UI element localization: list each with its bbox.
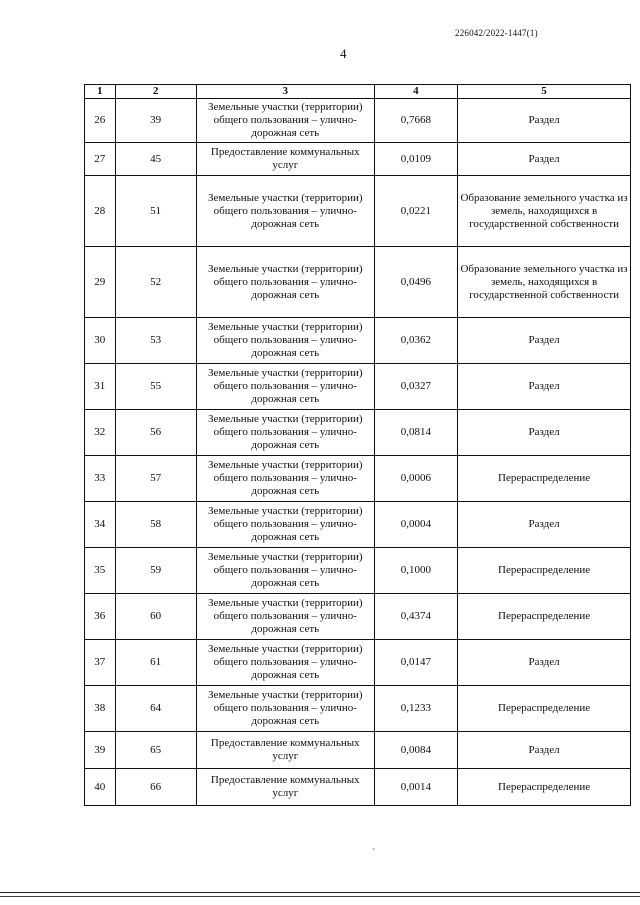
plot-id-cell: 45 <box>115 143 196 176</box>
table-row <box>85 410 631 456</box>
formation-method-cell: Перераспределение <box>458 686 631 732</box>
area-cell: 0,4374 <box>374 594 457 640</box>
row-number-cell: 29 <box>85 247 116 318</box>
area-cell: 0,0814 <box>374 410 457 456</box>
permitted-use-cell: Земельные участки (территории) общего пользования – улично-дорожная сеть <box>196 99 374 143</box>
formation-method-cell: Перераспределение <box>458 456 631 502</box>
plot-id-cell: 59 <box>115 548 196 594</box>
row-number-cell: 38 <box>85 686 116 732</box>
permitted-use-cell: Земельные участки (территории) общего пользования – улично-дорожная сеть <box>196 594 374 640</box>
row-number-cell: 27 <box>85 143 116 176</box>
column-header: 1 <box>85 85 116 99</box>
area-cell: 0,1000 <box>374 548 457 594</box>
permitted-use-cell: Земельные участки (территории) общего пользования – улично-дорожная сеть <box>196 502 374 548</box>
table-row <box>85 456 631 502</box>
plot-id-cell: 65 <box>115 732 196 769</box>
column-header: 2 <box>115 85 196 99</box>
area-cell: 0,0147 <box>374 640 457 686</box>
formation-method-cell: Раздел <box>458 143 631 176</box>
row-number-cell: 39 <box>85 732 116 769</box>
row-number-cell: 34 <box>85 502 116 548</box>
plot-id-cell: 58 <box>115 502 196 548</box>
area-cell: 0,0014 <box>374 769 457 806</box>
permitted-use-cell: Земельные участки (территории) общего пользования – улично-дорожная сеть <box>196 364 374 410</box>
area-cell: 0,0084 <box>374 732 457 769</box>
plot-id-cell: 53 <box>115 318 196 364</box>
table-row <box>85 769 631 806</box>
plot-id-cell: 39 <box>115 99 196 143</box>
area-cell: 0,7668 <box>374 99 457 143</box>
permitted-use-cell: Предоставление коммунальных услуг <box>196 769 374 806</box>
bottom-border-line <box>0 892 640 897</box>
area-cell: 0,0004 <box>374 502 457 548</box>
row-number-cell: 33 <box>85 456 116 502</box>
column-header: 5 <box>458 85 631 99</box>
plot-id-cell: 56 <box>115 410 196 456</box>
permitted-use-cell: Предоставление коммунальных услуг <box>196 732 374 769</box>
table-row <box>85 247 631 318</box>
row-number-cell: 36 <box>85 594 116 640</box>
permitted-use-cell: Предоставление коммунальных услуг <box>196 143 374 176</box>
table-row <box>85 502 631 548</box>
permitted-use-cell: Земельные участки (территории) общего пользования – улично-дорожная сеть <box>196 318 374 364</box>
plot-id-cell: 64 <box>115 686 196 732</box>
table-row <box>85 143 631 176</box>
formation-method-cell: Раздел <box>458 732 631 769</box>
permitted-use-cell: Земельные участки (территории) общего пользования – улично-дорожная сеть <box>196 640 374 686</box>
permitted-use-cell: Земельные участки (территории) общего пользования – улично-дорожная сеть <box>196 548 374 594</box>
formation-method-cell: Раздел <box>458 99 631 143</box>
table-row <box>85 364 631 410</box>
plot-id-cell: 66 <box>115 769 196 806</box>
row-number-cell: 32 <box>85 410 116 456</box>
formation-method-cell: Раздел <box>458 410 631 456</box>
table-row <box>85 99 631 143</box>
area-cell: 0,0221 <box>374 176 457 247</box>
table-header-row <box>85 85 631 99</box>
land-plots-table <box>84 84 631 806</box>
permitted-use-cell: Земельные участки (территории) общего пользования – улично-дорожная сеть <box>196 410 374 456</box>
area-cell: 0,0362 <box>374 318 457 364</box>
plot-id-cell: 57 <box>115 456 196 502</box>
area-cell: 0,0327 <box>374 364 457 410</box>
row-number-cell: 31 <box>85 364 116 410</box>
row-number-cell: 35 <box>85 548 116 594</box>
plot-id-cell: 55 <box>115 364 196 410</box>
row-number-cell: 30 <box>85 318 116 364</box>
formation-method-cell: Образование земельного участка из земель, находящихся в государственной собственности <box>458 176 631 247</box>
table-row <box>85 318 631 364</box>
page-number: 4 <box>340 46 347 61</box>
formation-method-cell: Перераспределение <box>458 548 631 594</box>
area-cell: 0,0006 <box>374 456 457 502</box>
row-number-cell: 40 <box>85 769 116 806</box>
column-header: 3 <box>196 85 374 99</box>
area-cell: 0,1233 <box>374 686 457 732</box>
plot-id-cell: 51 <box>115 176 196 247</box>
permitted-use-cell: Земельные участки (территории) общего пользования – улично-дорожная сеть <box>196 247 374 318</box>
permitted-use-cell: Земельные участки (территории) общего пользования – улично-дорожная сеть <box>196 686 374 732</box>
formation-method-cell: Раздел <box>458 502 631 548</box>
table-row <box>85 640 631 686</box>
footer-mark: ` <box>372 848 376 859</box>
formation-method-cell: Образование земельного участка из земель, находящихся в государственной собственности <box>458 247 631 318</box>
row-number-cell: 28 <box>85 176 116 247</box>
formation-method-cell: Раздел <box>458 364 631 410</box>
table-row <box>85 732 631 769</box>
area-cell: 0,0496 <box>374 247 457 318</box>
row-number-cell: 37 <box>85 640 116 686</box>
formation-method-cell: Перераспределение <box>458 769 631 806</box>
plot-id-cell: 52 <box>115 247 196 318</box>
column-header: 4 <box>374 85 457 99</box>
plot-id-cell: 61 <box>115 640 196 686</box>
plot-id-cell: 60 <box>115 594 196 640</box>
permitted-use-cell: Земельные участки (территории) общего пользования – улично-дорожная сеть <box>196 176 374 247</box>
table-row <box>85 548 631 594</box>
table-row <box>85 686 631 732</box>
permitted-use-cell: Земельные участки (территории) общего пользования – улично-дорожная сеть <box>196 456 374 502</box>
formation-method-cell: Перераспределение <box>458 594 631 640</box>
table-row <box>85 176 631 247</box>
document-id: 226042/2022-1447(1) <box>455 28 538 38</box>
table-row <box>85 594 631 640</box>
row-number-cell: 26 <box>85 99 116 143</box>
formation-method-cell: Раздел <box>458 640 631 686</box>
formation-method-cell: Раздел <box>458 318 631 364</box>
area-cell: 0,0109 <box>374 143 457 176</box>
